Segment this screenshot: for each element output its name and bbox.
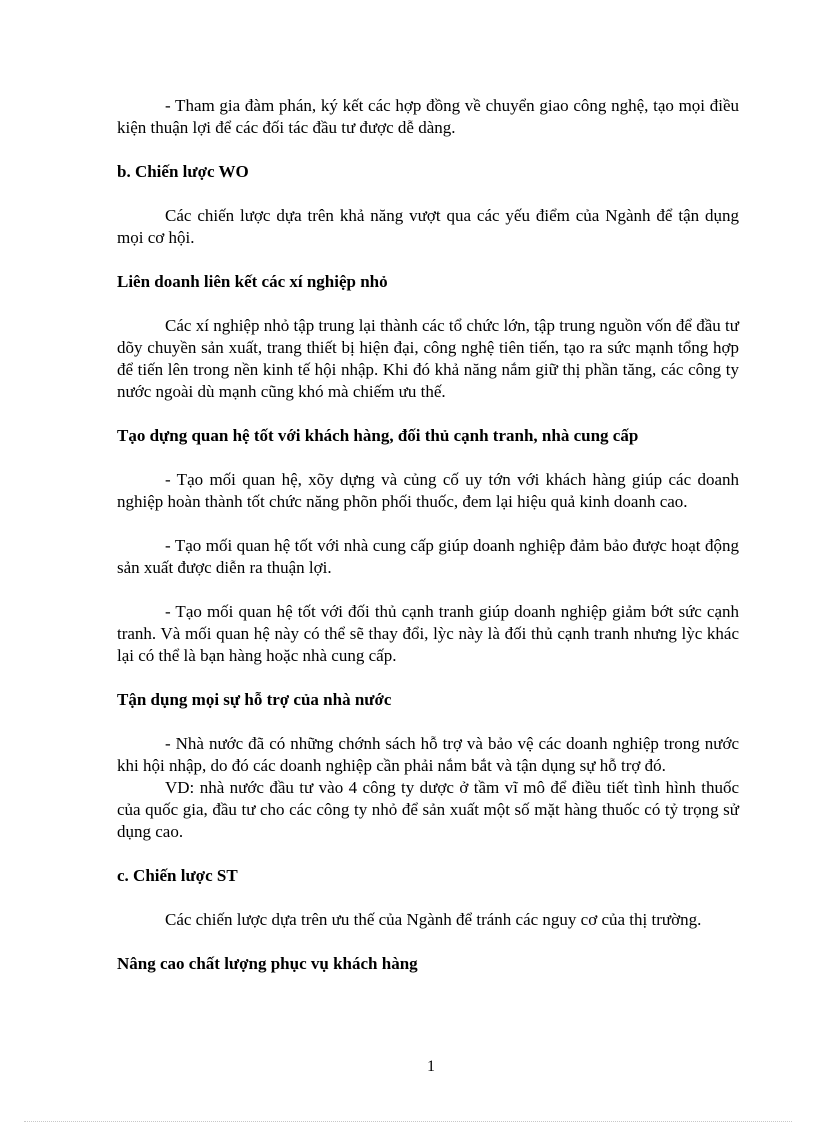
page-number: 1 (427, 1058, 435, 1075)
heading-joint-venture: Liên doanh liên kết các xí nghiệp nhỏ (117, 272, 388, 291)
paragraph-customer-relations: - Tạo mối quan hệ, xõy dựng và củng cố uy tớn với khách hàng giúp các doanh nghiệp hoàn thành tốt chức năng phõn phối thuốc, đem lại hiệu quả kinh doanh cao. (117, 470, 739, 511)
paragraph-competitor-relations: - Tạo mối quan hệ tốt với đối thủ cạnh tranh giúp doanh nghiệp giảm bớt sức cạnh tranh. Và mối quan hệ này có thể sẽ thay đổi, lỳc này là đối thủ cạnh tranh nhưng lỳc khác lại có thể là bạn hàng hoặc nhà cung cấp. (117, 602, 739, 665)
page-bottom-divider (24, 1121, 792, 1122)
heading-state-support: Tận dụng mọi sự hỗ trợ của nhà nước (117, 690, 392, 709)
heading-relationships: Tạo dựng quan hệ tốt với khách hàng, đối thủ cạnh tranh, nhà cung cấp (117, 426, 639, 445)
paragraph-joint-venture: Các xí nghiệp nhỏ tập trung lại thành các tổ chức lớn, tập trung nguồn vốn để đầu tư dõy chuyền sản xuất, trang thiết bị hiện đại, công nghệ tiên tiến, tạo ra sức mạnh tổng hợp để tiến lên trong nền kinh tế hội nhập. Khi đó khả năng nắm giữ thị phần tăng, các công ty nước ngoài dù mạnh cũng khó mà chiếm ưu thế. (117, 316, 739, 401)
paragraph-supplier-relations: - Tạo mối quan hệ tốt với nhà cung cấp giúp doanh nghiệp đảm bảo được hoạt động sản xuất được diễn ra thuận lợi. (117, 536, 739, 577)
paragraph-st-description: Các chiến lược dựa trên ưu thế của Ngành để tránh các nguy cơ của thị trường. (165, 910, 702, 929)
paragraph-technology-transfer: - Tham gia đàm phán, ký kết các hợp đồng về chuyển giao công nghệ, tạo mọi điều kiện thuận lợi để các đối tác đầu tư được dễ dàng. (117, 96, 739, 137)
heading-st-strategy: c. Chiến lược ST (117, 866, 238, 885)
heading-service-quality: Nâng cao chất lượng phục vụ khách hàng (117, 954, 418, 973)
heading-wo-strategy: b. Chiến lược WO (117, 162, 249, 181)
paragraph-example: VD: nhà nước đầu tư vào 4 công ty dược ở tầm vĩ mô để điều tiết tình hình thuốc của quốc gia, đầu tư cho các công ty nhỏ để sản xuất một số mặt hàng thuốc có tỷ trọng sử dụng cao. (117, 778, 739, 841)
paragraph-wo-description: Các chiến lược dựa trên khả năng vượt qua các yếu điểm của Ngành để tận dụng mọi cơ hội. (117, 206, 739, 247)
paragraph-state-support: - Nhà nước đã có những chớnh sách hỗ trợ và bảo vệ các doanh nghiệp trong nước khi hội nhập, do đó các doanh nghiệp cần phải nắm bắt và tận dụng sự hỗ trợ đó. (117, 734, 739, 775)
page-content (117, 95, 739, 975)
